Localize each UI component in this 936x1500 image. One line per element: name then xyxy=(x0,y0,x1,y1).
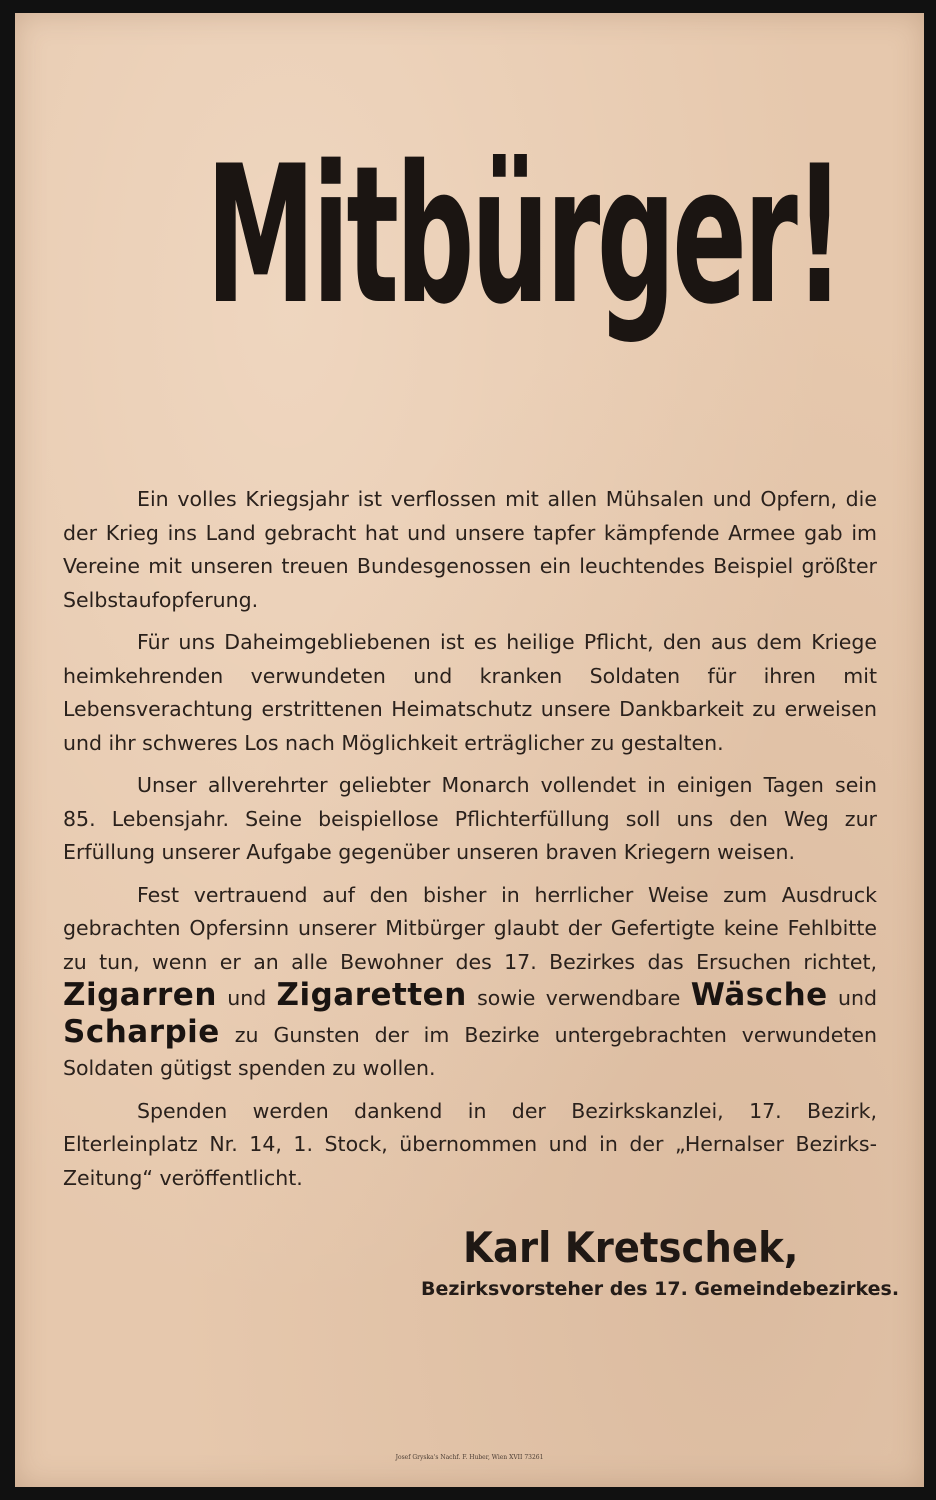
donation-item-cigarettes: Zigaretten xyxy=(276,977,467,1013)
printer-imprint: Josef Gryska's Nachf. F. Huber, Wien XVII 73261 xyxy=(395,1454,544,1461)
paragraph-4 xyxy=(63,879,877,1086)
paragraph-3: Unser allverehrter geliebter Monarch vollendet in einigen Tagen sein 85. Lebensjahr. Seine beispiellose Pflichterfüllung soll uns den Weg zur Erfüllung unserer Aufgabe gegenüber unseren braven Kriegern weisen. xyxy=(63,773,877,864)
signature-title: Bezirksvorsteher des 17. Gemeindebezirkes. xyxy=(421,1278,900,1300)
paragraph-2: Für uns Daheimgebliebenen ist es heilige Pflicht, den aus dem Kriege heimkehrenden verwundeten und kranken Soldaten für ihren mit Lebensverachtung erstrittenen Heimatschutz unsere Dankbarkeit zu erweisen und ihr schweres Los nach Möglichkeit erträglicher zu gestalten. xyxy=(63,630,877,755)
donation-item-linen: Wäsche xyxy=(690,977,828,1013)
paragraph-4-intro: Fest vertrauend auf den bisher in herrlicher Weise zum Ausdruck gebrachten Opfersinn unserer Mitbürger glaubt der Gefertigte keine Fehlbitte zu tun, wenn er an alle Bewohner des 17. Bezirkes das Ersuchen richtet, xyxy=(63,882,877,974)
paragraph-5: Spenden werden dankend in der Bezirkskanzlei, 17. Bezirk, Elterleinplatz Nr. 14, 1. Stock, übernommen und in der „Hernalser Bezirks-Zeitung“ veröffentlicht. xyxy=(63,1098,877,1190)
donation-item-cigars: Zigarren xyxy=(63,977,217,1013)
poster-sheet xyxy=(15,13,924,1487)
paragraph-4-outro: zu Gunsten der im Bezirke untergebrachten verwundeten Soldaten gütigst spenden zu wollen. xyxy=(63,1022,877,1080)
body-text xyxy=(63,483,877,1204)
paragraph-4-mid: sowie verwendbare xyxy=(477,986,681,1010)
paragraph-1: Ein volles Kriegsjahr ist verflossen mit allen Mühsalen und Opfern, die der Krieg ins Land gebracht hat und unsere tapfer kämpfende Armee gab im Vereine mit unseren treuen Bundesgenossen ein leuchtendes Beispiel größter Selbstaufopferung. xyxy=(63,487,877,612)
conjunction: und xyxy=(227,986,267,1010)
headline: Mitbürger! xyxy=(205,125,842,346)
donation-item-lint: Scharpie xyxy=(63,1013,220,1050)
signature-name: Karl Kretschek, xyxy=(463,1223,799,1272)
conjunction: und xyxy=(837,986,877,1010)
